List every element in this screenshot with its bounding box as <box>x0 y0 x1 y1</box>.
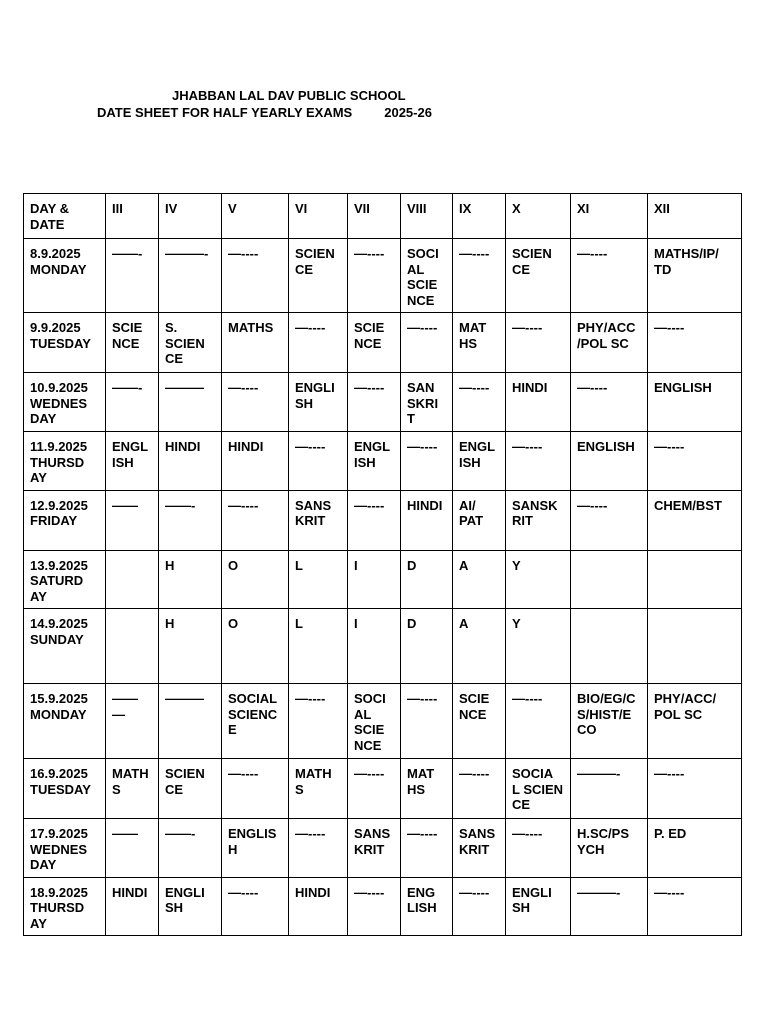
column-header-class-x: X <box>506 194 571 239</box>
column-header-class-ix: IX <box>453 194 506 239</box>
table-row <box>24 550 742 609</box>
table-row <box>24 239 742 313</box>
subject-cell-class-viii: SAN SKRI T <box>401 373 453 432</box>
subject-cell-class-ix: —---- <box>453 759 506 819</box>
table-row <box>24 877 742 936</box>
exam-date: 17.9.2025 <box>30 826 88 841</box>
subject-cell-class-ix: —---- <box>453 239 506 313</box>
table-row <box>24 819 742 878</box>
column-header-class-vi: VI <box>289 194 348 239</box>
exam-date: 18.9.2025 <box>30 884 88 900</box>
day-date-cell <box>24 550 106 609</box>
exam-date: 14.9.2025 <box>30 616 88 631</box>
subject-cell-class-ix: SCIE NCE <box>453 684 506 759</box>
subject-cell-class-iii: ——- <box>106 373 159 432</box>
subject-cell-class-viii: D <box>401 550 453 609</box>
subject-cell-class-iv: S. SCIEN CE <box>159 313 222 373</box>
subject-cell-class-xi <box>571 609 648 684</box>
subject-cell-class-v: —---- <box>222 759 289 819</box>
date-sheet-title-line <box>97 105 432 120</box>
subject-cell-class-x: SOCIA L SCIEN CE <box>506 759 571 819</box>
exam-day: TUESDAY <box>30 781 91 797</box>
exam-day: WEDNES DAY <box>30 395 88 426</box>
subject-cell-class-viii: —---- <box>401 684 453 759</box>
subject-cell-class-vi: SANS KRIT <box>289 490 348 550</box>
exam-date: 12.9.2025 <box>30 497 88 513</box>
subject-cell-class-v: —---- <box>222 877 289 936</box>
subject-cell-class-vii: —---- <box>348 373 401 432</box>
subject-cell-class-x: —---- <box>506 819 571 878</box>
subject-cell-class-vi: HINDI <box>289 877 348 936</box>
subject-cell-class-iii: ——- <box>106 239 159 313</box>
subject-cell-class-iv: ——- <box>159 819 222 878</box>
subject-cell-class-xii: —---- <box>648 759 742 819</box>
subject-cell-class-iii: —— <box>106 490 159 550</box>
subject-cell-class-xi: BIO/EG/C S/HIST/E CO <box>571 684 648 759</box>
subject-cell-class-xi: —---- <box>571 239 648 313</box>
subject-cell-class-xii: MATHS/IP/ TD <box>648 239 742 313</box>
subject-cell-class-x: SCIEN CE <box>506 239 571 313</box>
subject-cell-class-iii: HINDI <box>106 877 159 936</box>
subject-cell-class-vii: —---- <box>348 490 401 550</box>
subject-cell-class-x: ENGLI SH <box>506 877 571 936</box>
subject-cell-class-iv: ——- <box>159 490 222 550</box>
subject-cell-class-viii: D <box>401 609 453 684</box>
exam-date: 10.9.2025 <box>30 380 88 395</box>
school-name: JHABBAN LAL DAV PUBLIC SCHOOL <box>172 88 406 103</box>
subject-cell-class-iv: ENGLI SH <box>159 877 222 936</box>
exam-date: 9.9.2025 <box>30 320 81 335</box>
column-header-class-v: V <box>222 194 289 239</box>
subject-cell-class-xii: —---- <box>648 432 742 491</box>
subject-cell-class-vii: —---- <box>348 877 401 936</box>
subject-cell-class-viii: —---- <box>401 313 453 373</box>
subject-cell-class-vii: ENGL ISH <box>348 432 401 491</box>
subject-cell-class-iii: MATH S <box>106 759 159 819</box>
table-row <box>24 313 742 373</box>
subject-cell-class-vi: L <box>289 550 348 609</box>
subject-cell-class-xi: —---- <box>571 373 648 432</box>
subject-cell-class-xii: P. ED <box>648 819 742 878</box>
subject-cell-class-v: —---- <box>222 239 289 313</box>
exam-date: 16.9.2025 <box>30 766 88 781</box>
document-header <box>0 0 768 150</box>
subject-cell-class-vii: —---- <box>348 239 401 313</box>
subject-cell-class-xii: —---- <box>648 877 742 936</box>
day-date-cell <box>24 239 106 313</box>
subject-cell-class-vii: I <box>348 609 401 684</box>
subject-cell-class-vi: —---- <box>289 432 348 491</box>
day-date-cell <box>24 490 106 550</box>
exam-day: TUESDAY <box>30 335 91 351</box>
subject-cell-class-xii: ENGLISH <box>648 373 742 432</box>
subject-cell-class-iii <box>106 609 159 684</box>
subject-cell-class-viii: —---- <box>401 819 453 878</box>
subject-cell-class-ix: A <box>453 550 506 609</box>
subject-cell-class-x: SANSK RIT <box>506 490 571 550</box>
subject-cell-class-v: MATHS <box>222 313 289 373</box>
day-date-cell <box>24 819 106 878</box>
subject-cell-class-ix: —---- <box>453 373 506 432</box>
subject-cell-class-viii: ENG LISH <box>401 877 453 936</box>
exam-date: 8.9.2025 <box>30 246 81 261</box>
column-header-class-xii: XII <box>648 194 742 239</box>
subject-cell-class-xi: ———- <box>571 877 648 936</box>
subject-cell-class-v: —---- <box>222 373 289 432</box>
subject-cell-class-iv: SCIEN CE <box>159 759 222 819</box>
subject-cell-class-v: —---- <box>222 490 289 550</box>
table-row <box>24 490 742 550</box>
subject-cell-class-iii: —— <box>106 819 159 878</box>
subject-cell-class-viii: MAT HS <box>401 759 453 819</box>
subject-cell-class-xii: CHEM/BST <box>648 490 742 550</box>
subject-cell-class-vii: SANS KRIT <box>348 819 401 878</box>
subject-cell-class-xi: ENGLISH <box>571 432 648 491</box>
subject-cell-class-iv: HINDI <box>159 432 222 491</box>
subject-cell-class-x: —---- <box>506 684 571 759</box>
subject-cell-class-v: HINDI <box>222 432 289 491</box>
day-date-cell <box>24 759 106 819</box>
subject-cell-class-xii: —---- <box>648 313 742 373</box>
subject-cell-class-vii: SOCI AL SCIE NCE <box>348 684 401 759</box>
subject-cell-class-vi: ENGLI SH <box>289 373 348 432</box>
subject-cell-class-iii: —— — <box>106 684 159 759</box>
subject-cell-class-iv: ——— <box>159 684 222 759</box>
subject-cell-class-iv: H <box>159 550 222 609</box>
subject-cell-class-iv: ———- <box>159 239 222 313</box>
session-year: 2025-26 <box>384 105 432 120</box>
subject-cell-class-xii: PHY/ACC/ POL SC <box>648 684 742 759</box>
subject-cell-class-xii <box>648 609 742 684</box>
exam-day: MONDAY <box>30 706 87 722</box>
subject-cell-class-xi: H.SC/PS YCH <box>571 819 648 878</box>
subject-cell-class-v: ENGLIS H <box>222 819 289 878</box>
exam-date: 11.9.2025 <box>30 439 88 454</box>
subject-cell-class-vi: —---- <box>289 819 348 878</box>
subject-cell-class-iii: SCIE NCE <box>106 313 159 373</box>
column-header-class-iii: III <box>106 194 159 239</box>
table-row <box>24 684 742 759</box>
day-date-cell <box>24 373 106 432</box>
table-row <box>24 373 742 432</box>
subject-cell-class-vii: —---- <box>348 759 401 819</box>
exam-day: SUNDAY <box>30 631 84 647</box>
day-date-cell <box>24 432 106 491</box>
day-date-cell <box>24 684 106 759</box>
exam-day: MONDAY <box>30 261 87 277</box>
day-date-cell <box>24 877 106 936</box>
exam-day: FRIDAY <box>30 513 78 528</box>
column-header-class-xi: XI <box>571 194 648 239</box>
subject-cell-class-x: HINDI <box>506 373 571 432</box>
subject-cell-class-ix: AI/ PAT <box>453 490 506 550</box>
exam-date: 15.9.2025 <box>30 691 88 706</box>
subject-cell-class-vi: L <box>289 609 348 684</box>
subject-cell-class-v: SOCIAL SCIENC E <box>222 684 289 759</box>
subject-cell-class-ix: SANS KRIT <box>453 819 506 878</box>
subject-cell-class-vi: —---- <box>289 684 348 759</box>
subject-cell-class-iii <box>106 550 159 609</box>
day-date-cell <box>24 609 106 684</box>
subject-cell-class-ix: ENGL ISH <box>453 432 506 491</box>
subject-cell-class-x: —---- <box>506 313 571 373</box>
column-header-class-iv: IV <box>159 194 222 239</box>
subject-cell-class-ix: —---- <box>453 877 506 936</box>
exam-day: THURSD AY <box>30 454 85 485</box>
subject-cell-class-xi: PHY/ACC /POL SC <box>571 313 648 373</box>
subject-cell-class-xi: ———- <box>571 759 648 819</box>
subject-cell-class-ix: A <box>453 609 506 684</box>
exam-day: WEDNES DAY <box>30 841 88 872</box>
subject-cell-class-vi: —---- <box>289 313 348 373</box>
subject-cell-class-viii: —---- <box>401 432 453 491</box>
subject-cell-class-x: —---- <box>506 432 571 491</box>
date-sheet-table <box>23 193 742 936</box>
subject-cell-class-ix: MAT HS <box>453 313 506 373</box>
table-row <box>24 609 742 684</box>
subject-cell-class-viii: HINDI <box>401 490 453 550</box>
table-header-row <box>24 194 742 239</box>
table-row <box>24 432 742 491</box>
exam-date: 13.9.2025 <box>30 557 88 573</box>
exam-day: THURSD AY <box>30 900 85 931</box>
subject-cell-class-xi <box>571 550 648 609</box>
subject-cell-class-viii: SOCI AL SCIE NCE <box>401 239 453 313</box>
column-header-class-vii: VII <box>348 194 401 239</box>
exam-day: SATURD AY <box>30 573 84 604</box>
subject-cell-class-x: Y <box>506 609 571 684</box>
subject-cell-class-vii: SCIE NCE <box>348 313 401 373</box>
subject-cell-class-vi: SCIEN CE <box>289 239 348 313</box>
subject-cell-class-v: O <box>222 550 289 609</box>
subject-cell-class-vi: MATH S <box>289 759 348 819</box>
sheet-title: DATE SHEET FOR HALF YEARLY EXAMS <box>97 105 353 120</box>
day-date-cell <box>24 313 106 373</box>
subject-cell-class-x: Y <box>506 550 571 609</box>
subject-cell-class-xi: —---- <box>571 490 648 550</box>
subject-cell-class-xii <box>648 550 742 609</box>
subject-cell-class-iii: ENGL ISH <box>106 432 159 491</box>
subject-cell-class-v: O <box>222 609 289 684</box>
column-header-day-date: DAY & DATE <box>24 194 106 239</box>
subject-cell-class-iv: H <box>159 609 222 684</box>
subject-cell-class-vii: I <box>348 550 401 609</box>
column-header-class-viii: VIII <box>401 194 453 239</box>
subject-cell-class-iv: ——— <box>159 373 222 432</box>
table-row <box>24 759 742 819</box>
